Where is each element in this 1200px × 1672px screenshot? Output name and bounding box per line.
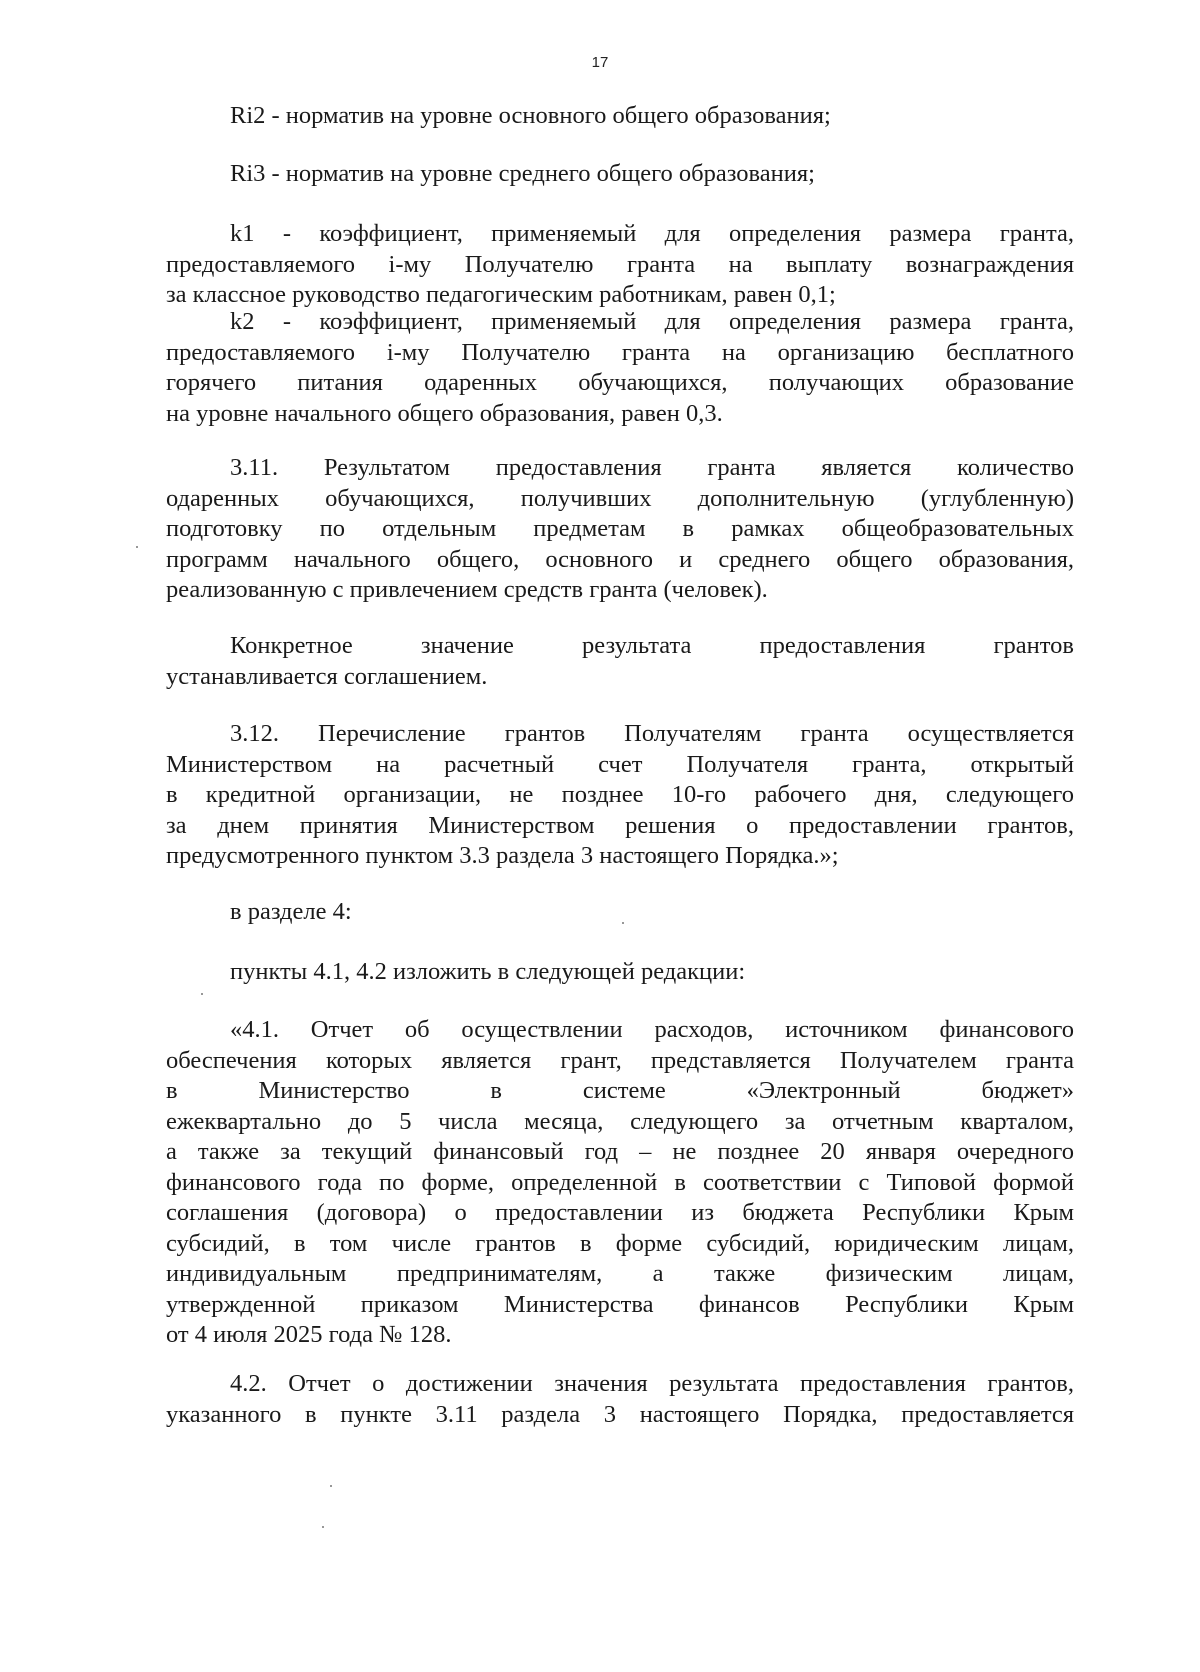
p311-line-3: подготовку по отдельным предметам в рамках общеобразовательных — [166, 515, 1074, 542]
scan-speck — [201, 993, 203, 995]
ri3-line: Ri3 - норматив на уровне среднего общего образования; — [230, 160, 815, 187]
k2-line-1: k2 - коэффициент, применяемый для определения размера гранта, — [230, 308, 1074, 335]
p311-line-4: программ начального общего, основного и среднего общего образования, — [166, 545, 1074, 573]
p41-line-8: субсидий, в том числе грантов в форме субсидий, юридическим лицам, — [166, 1229, 1074, 1257]
p41-line-10: утвержденной приказом Министерства финансов Республики Крым — [166, 1290, 1074, 1318]
p312-line-3: в кредитной организации, не позднее 10-го рабочего дня, следующего — [166, 781, 1074, 808]
p41-line-11: от 4 июля 2025 года № 128. — [166, 1321, 452, 1348]
p41-line-6: финансового года по форме, определенной в соответствии с Типовой формой — [166, 1168, 1074, 1196]
p41-line-3: в Министерство в системе «Электронный бюджет» — [166, 1077, 1074, 1104]
paragraph-k2 — [166, 307, 1074, 429]
k2-line-3: горячего питания одаренных обучающихся, получающих образование — [166, 369, 1074, 396]
paragraph-specific-value — [166, 631, 1074, 692]
scan-speck — [322, 1526, 324, 1528]
p311-line-2: одаренных обучающихся, получивших дополнительную (углубленную) — [166, 484, 1074, 512]
p312-line-5: предусмотренного пунктом 3.3 раздела 3 настоящего Порядка.»; — [166, 842, 839, 869]
p41-line-9: индивидуальным предпринимателям, а также физическим лицам, — [166, 1260, 1074, 1287]
p42-line-1: 4.2. Отчет о достижении значения результата предоставления грантов, — [230, 1370, 1074, 1397]
k2-line-4: на уровне начального общего образования, равен 0,3. — [166, 399, 723, 427]
p312-line-2: Министерством на расчетный счет Получателя гранта, открытый — [166, 750, 1074, 778]
paragraph-4-1 — [166, 1015, 1074, 1351]
page-number: 17 — [591, 54, 609, 71]
p41-line-2: обеспечения которых является грант, представляется Получателем гранта — [166, 1046, 1074, 1074]
paragraph-4-2 — [166, 1369, 1074, 1430]
paragraph-section-4 — [166, 897, 1074, 928]
scan-speck — [622, 922, 624, 924]
p41-line-1: «4.1. Отчет об осуществлении расходов, источником финансового — [230, 1016, 1074, 1043]
specific-line-1: Конкретное значение результата предоставления грантов — [230, 632, 1074, 659]
p41-line-5: а также за текущий финансовый год – не позднее 20 января очередного — [166, 1138, 1074, 1165]
ri2-line: Ri2 - норматив на уровне основного общего образования; — [230, 102, 831, 129]
p312-line-1: 3.12. Перечисление грантов Получателям гранта осуществляется — [230, 720, 1074, 747]
paragraph-ri3 — [166, 159, 1074, 190]
p41-line-4: ежеквартально до 5 числа месяца, следующего за отчетным кварталом, — [166, 1107, 1074, 1135]
p42-line-2: указанного в пункте 3.11 раздела 3 настоящего Порядка, предоставляется — [166, 1400, 1074, 1428]
paragraph-3-12 — [166, 719, 1074, 872]
paragraph-ri2 — [166, 101, 1074, 132]
section4-line: в разделе 4: — [230, 898, 352, 925]
k1-line-1: k1 - коэффициент, применяемый для определения размера гранта, — [230, 220, 1074, 247]
paragraph-3-11 — [166, 453, 1074, 606]
paragraph-k1 — [166, 219, 1074, 311]
p311-line-1: 3.11. Результатом предоставления гранта является количество — [230, 454, 1074, 481]
k2-line-2: предоставляемого i-му Получателю гранта на организацию бесплатного — [166, 338, 1074, 366]
k1-line-3: за классное руководство педагогическим работникам, равен 0,1; — [166, 281, 836, 308]
p312-line-4: за днем принятия Министерством решения о предоставлении грантов, — [166, 811, 1074, 839]
k1-line-2: предоставляемого i-му Получателю гранта на выплату вознаграждения — [166, 250, 1074, 278]
p311-line-5: реализованную с привлечением средств гранта (человек). — [166, 576, 768, 603]
points-line: пункты 4.1, 4.2 изложить в следующей редакции: — [230, 958, 746, 985]
scan-speck — [136, 546, 138, 548]
p41-line-7: соглашения (договора) о предоставлении из бюджета Республики Крым — [166, 1199, 1074, 1226]
specific-line-2: устанавливается соглашением. — [166, 662, 488, 690]
paragraph-points — [166, 957, 1074, 988]
scan-speck — [330, 1485, 332, 1487]
